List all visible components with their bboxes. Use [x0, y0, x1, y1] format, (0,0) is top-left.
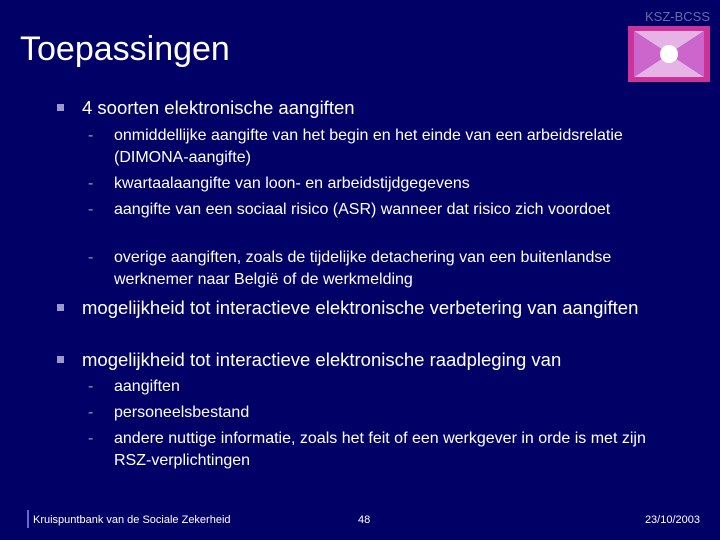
dash-bullet-icon: -	[88, 175, 94, 192]
sub-bullet-item	[88, 173, 654, 195]
dash-bullet-icon: -	[88, 249, 94, 266]
sub-bullet-text: kwartaalaangifte van loon- en arbeidstijdgegevens	[114, 175, 470, 192]
dash-bullet-icon: -	[88, 201, 94, 218]
sub-bullet-text: personeelsbestand	[114, 404, 250, 421]
bullet-text: mogelijkheid tot interactieve elektronische verbetering van aangiften	[82, 297, 639, 318]
dash-bullet-icon: -	[88, 430, 94, 447]
sub-bullet-text: andere nuttige informatie, zoals het feit of een werkgever in orde is met zijn RSZ-verplichtingen	[114, 430, 646, 469]
sub-bullet-item	[88, 125, 654, 169]
sub-bullet-text: onmiddellijke aangifte van het begin en het einde van een arbeidsrelatie (DIMONA-aangifte)	[114, 127, 623, 166]
footer-accent-bar	[27, 510, 29, 528]
sub-bullet-item	[88, 376, 654, 398]
logo-text: KSZ-BCSS	[644, 9, 710, 24]
sub-bullet-text: aangifte van een sociaal risico (ASR) wanneer dat risico zich voordoet	[114, 201, 611, 218]
square-bullet-icon	[57, 304, 64, 311]
bullet-item	[82, 96, 662, 119]
sub-bullet-item	[88, 247, 654, 291]
dash-bullet-icon: -	[88, 127, 94, 144]
slide-title: Toepassingen	[20, 30, 230, 68]
bullet-item	[82, 348, 662, 371]
footer-date: 23/10/2003	[644, 514, 700, 526]
sub-bullet-text: aangiften	[114, 378, 180, 395]
bullet-text: mogelijkheid tot interactieve elektronische raadpleging van	[82, 349, 562, 370]
sub-bullet-item	[88, 402, 654, 424]
bullet-item	[82, 296, 662, 319]
sub-bullet-item	[88, 199, 654, 221]
sub-bullet-item	[88, 428, 654, 472]
dash-bullet-icon: -	[88, 404, 94, 421]
square-bullet-icon	[57, 104, 64, 111]
sub-bullet-text: overige aangiften, zoals de tijdelijke detachering van een buitenlandse werknemer naar België of de werkmelding	[114, 249, 612, 288]
ksz-logo-icon	[628, 26, 710, 82]
footer-organization: Kruispuntbank van de Sociale Zekerheid	[33, 514, 231, 526]
footer-page-number: 48	[358, 514, 371, 526]
dash-bullet-icon: -	[88, 378, 94, 395]
square-bullet-icon	[57, 356, 64, 363]
bullet-text: 4 soorten elektronische aangiften	[82, 97, 355, 118]
